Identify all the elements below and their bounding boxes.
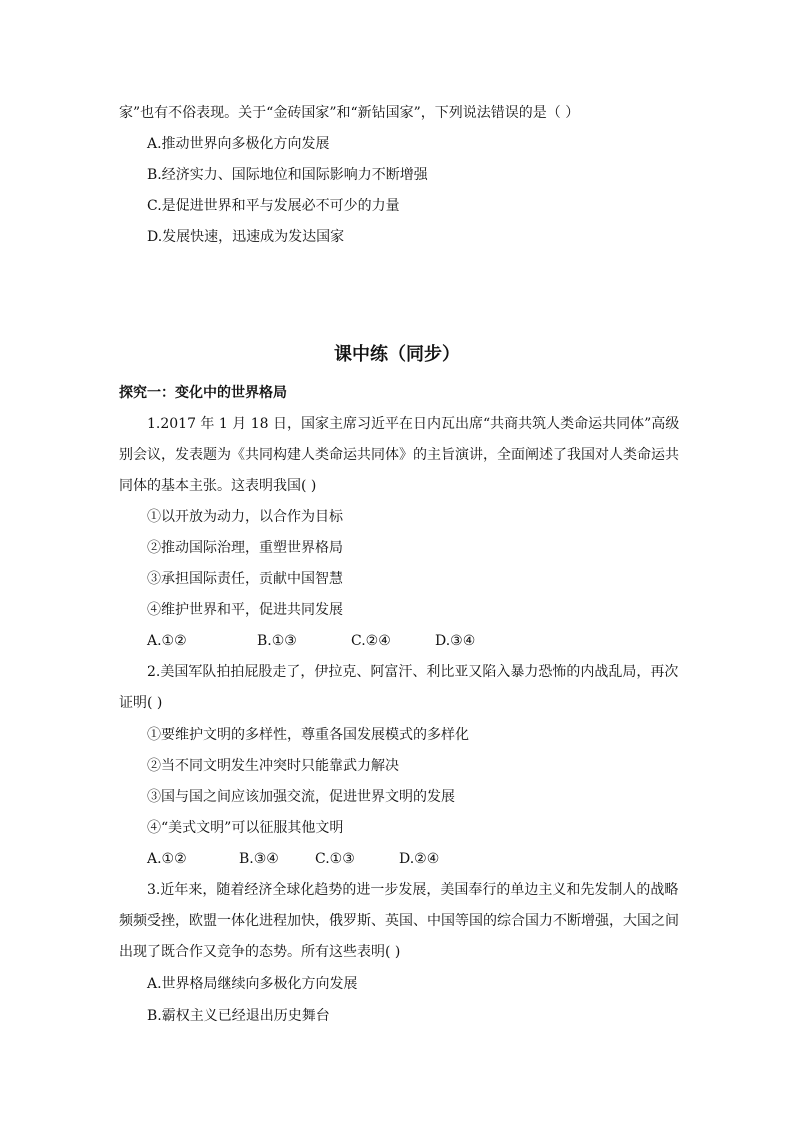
q3-option-a: A.世界格局继续向多极化方向发展 [147, 976, 358, 992]
section-heading: 探究一：变化中的世界格局 [119, 385, 287, 401]
option-a: A.推动世界向多极化方向发展 [147, 136, 330, 152]
q2-item-4: ④“美式文明”可以征服其他文明 [147, 820, 344, 836]
q1-item-3: ③承担国际责任，贡献中国智慧 [147, 571, 343, 587]
q1-stem-line-1: 1.2017 年 1 月 18 日，国家主席习近平在日内瓦出席“共商共筑人类命运共同体”高级 [147, 416, 680, 432]
q2-stem-line-1: 2.美国军队拍拍屁股走了，伊拉克、阿富汗、利比亚又陷入暴力恐怖的内战乱局，再次 [147, 664, 679, 680]
q1-choice-d: D.③④ [435, 633, 476, 649]
q1-choice-b: B.①③ [257, 633, 297, 649]
q3-stem-line-2: 频频受挫，欧盟一体化进程加快，俄罗斯、英国、中国等国的综合国力不断增强，大国之间 [119, 913, 679, 929]
option-c: C.是促进世界和平与发展必不可少的力量 [147, 198, 400, 214]
q1-stem-line-2: 别会议，发表题为《共同构建人类命运共同体》的主旨演讲，全面阐述了我国对人类命运共 [119, 447, 679, 463]
q2-item-2: ②当不同文明发生冲突时只能靠武力解决 [147, 758, 399, 774]
q1-item-1: ①以开放为动力，以合作为目标 [147, 509, 343, 525]
option-d: D.发展快速，迅速成为发达国家 [147, 229, 345, 245]
q1-choice-c: C.②④ [351, 633, 391, 649]
question-stem: 家”也有不俗表现。关于“金砖国家”和“新钻国家”，下列说法错误的是（ ） [119, 105, 580, 121]
q2-choice-d: D.②④ [399, 851, 440, 867]
option-b: B.经济实力、国际地位和国际影响力不断增强 [147, 167, 428, 183]
q3-stem-line-3: 出现了既合作又竞争的态势。所有这些表明( ) [119, 944, 401, 960]
q2-choices [147, 849, 439, 869]
page-title: 课中练（同步） [334, 344, 460, 365]
q2-choice-a: A.①② [147, 851, 187, 867]
q1-choices [147, 631, 475, 651]
q2-choice-b: B.③④ [239, 851, 279, 867]
q1-item-4: ④维护世界和平，促进共同发展 [147, 602, 343, 618]
q3-option-b: B.霸权主义已经退出历史舞台 [147, 1008, 330, 1024]
q2-stem-line-2: 证明( ) [119, 695, 163, 711]
q2-choice-c: C.①③ [315, 851, 355, 867]
q3-stem-line-1: 3.近年来，随着经济全球化趋势的进一步发展，美国奉行的单边主义和先发制人的战略 [147, 882, 679, 898]
q2-item-3: ③国与国之间应该加强交流，促进世界文明的发展 [147, 789, 455, 805]
q1-choice-a: A.①② [147, 633, 187, 649]
q2-item-1: ①要维护文明的多样性，尊重各国发展模式的多样化 [147, 727, 469, 743]
q1-stem-line-3: 同体的基本主张。这表明我国( ) [119, 478, 317, 494]
q1-item-2: ②推动国际治理，重塑世界格局 [147, 540, 343, 556]
